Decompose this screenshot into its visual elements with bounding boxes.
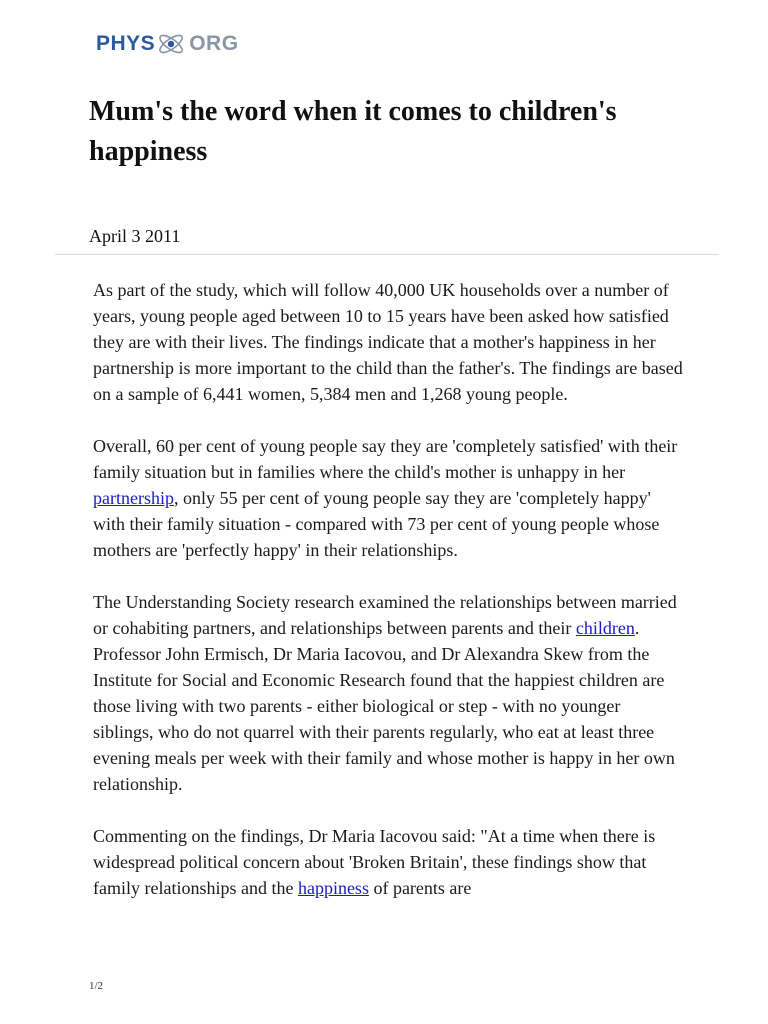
- divider: [55, 254, 719, 255]
- paragraph-4: [93, 823, 683, 901]
- paragraph-3: [93, 589, 683, 797]
- happiness-link[interactable]: happiness: [297, 878, 369, 898]
- article-body: [93, 277, 683, 927]
- page-number: 1/2: [89, 980, 104, 992]
- article-date: April 3 2011: [89, 226, 181, 246]
- article-title: Mum's the word when it comes to children's happiness: [89, 96, 617, 167]
- paragraph-1: As part of the study, which will follow 40,000 UK households over a number of years, young people aged between 10 to 15 years have been asked how satisfied they are with their lives. The findings indicate that a mother's happiness in her partnership is more important to the child than the father's. The findings are based on a sample of 6,441 women, 5,384 men and 1,268 young people.: [93, 280, 683, 404]
- partnership-link[interactable]: partnership: [93, 488, 174, 508]
- paragraph-2: [93, 433, 683, 563]
- atom-icon: [156, 29, 186, 59]
- logo-text-org: ORG: [189, 32, 239, 55]
- paragraph-3-text-a: The Understanding Society research examined the relationships between married or cohabiting partners, and relationships between parents and their: [93, 592, 677, 638]
- children-link[interactable]: children: [575, 618, 635, 638]
- paragraph-4-text-b: of parents are: [368, 878, 472, 898]
- paragraph-3-text-b: . Professor John Ermisch, Dr Maria Iacovou, and Dr Alexandra Skew from the Institute for Social and Economic Research found that the happiest children are those living with two parents - either biological or step - with no younger siblings, who do not quarrel with their parents regularly, who eat at least three evening meals per week with their family and whose mother is happy in her own relationship.: [93, 618, 675, 794]
- logo-text-phys: PHYS: [96, 32, 156, 55]
- phys-org-logo[interactable]: [96, 24, 239, 64]
- paragraph-4-text-a: Commenting on the findings, Dr Maria Iacovou said: "At a time when there is widespread political concern about 'Broken Britain', these findings show that family relationships and the: [93, 826, 656, 898]
- paragraph-2-text-b: , only 55 per cent of young people say they are 'completely happy' with their family situation - compared with 73 per cent of young people whose mothers are 'perfectly happy' in their relationships.: [93, 488, 660, 560]
- paragraph-2-text-a: Overall, 60 per cent of young people say they are 'completely satisfied' with their family situation but in families where the child's mother is unhappy in her: [93, 436, 678, 482]
